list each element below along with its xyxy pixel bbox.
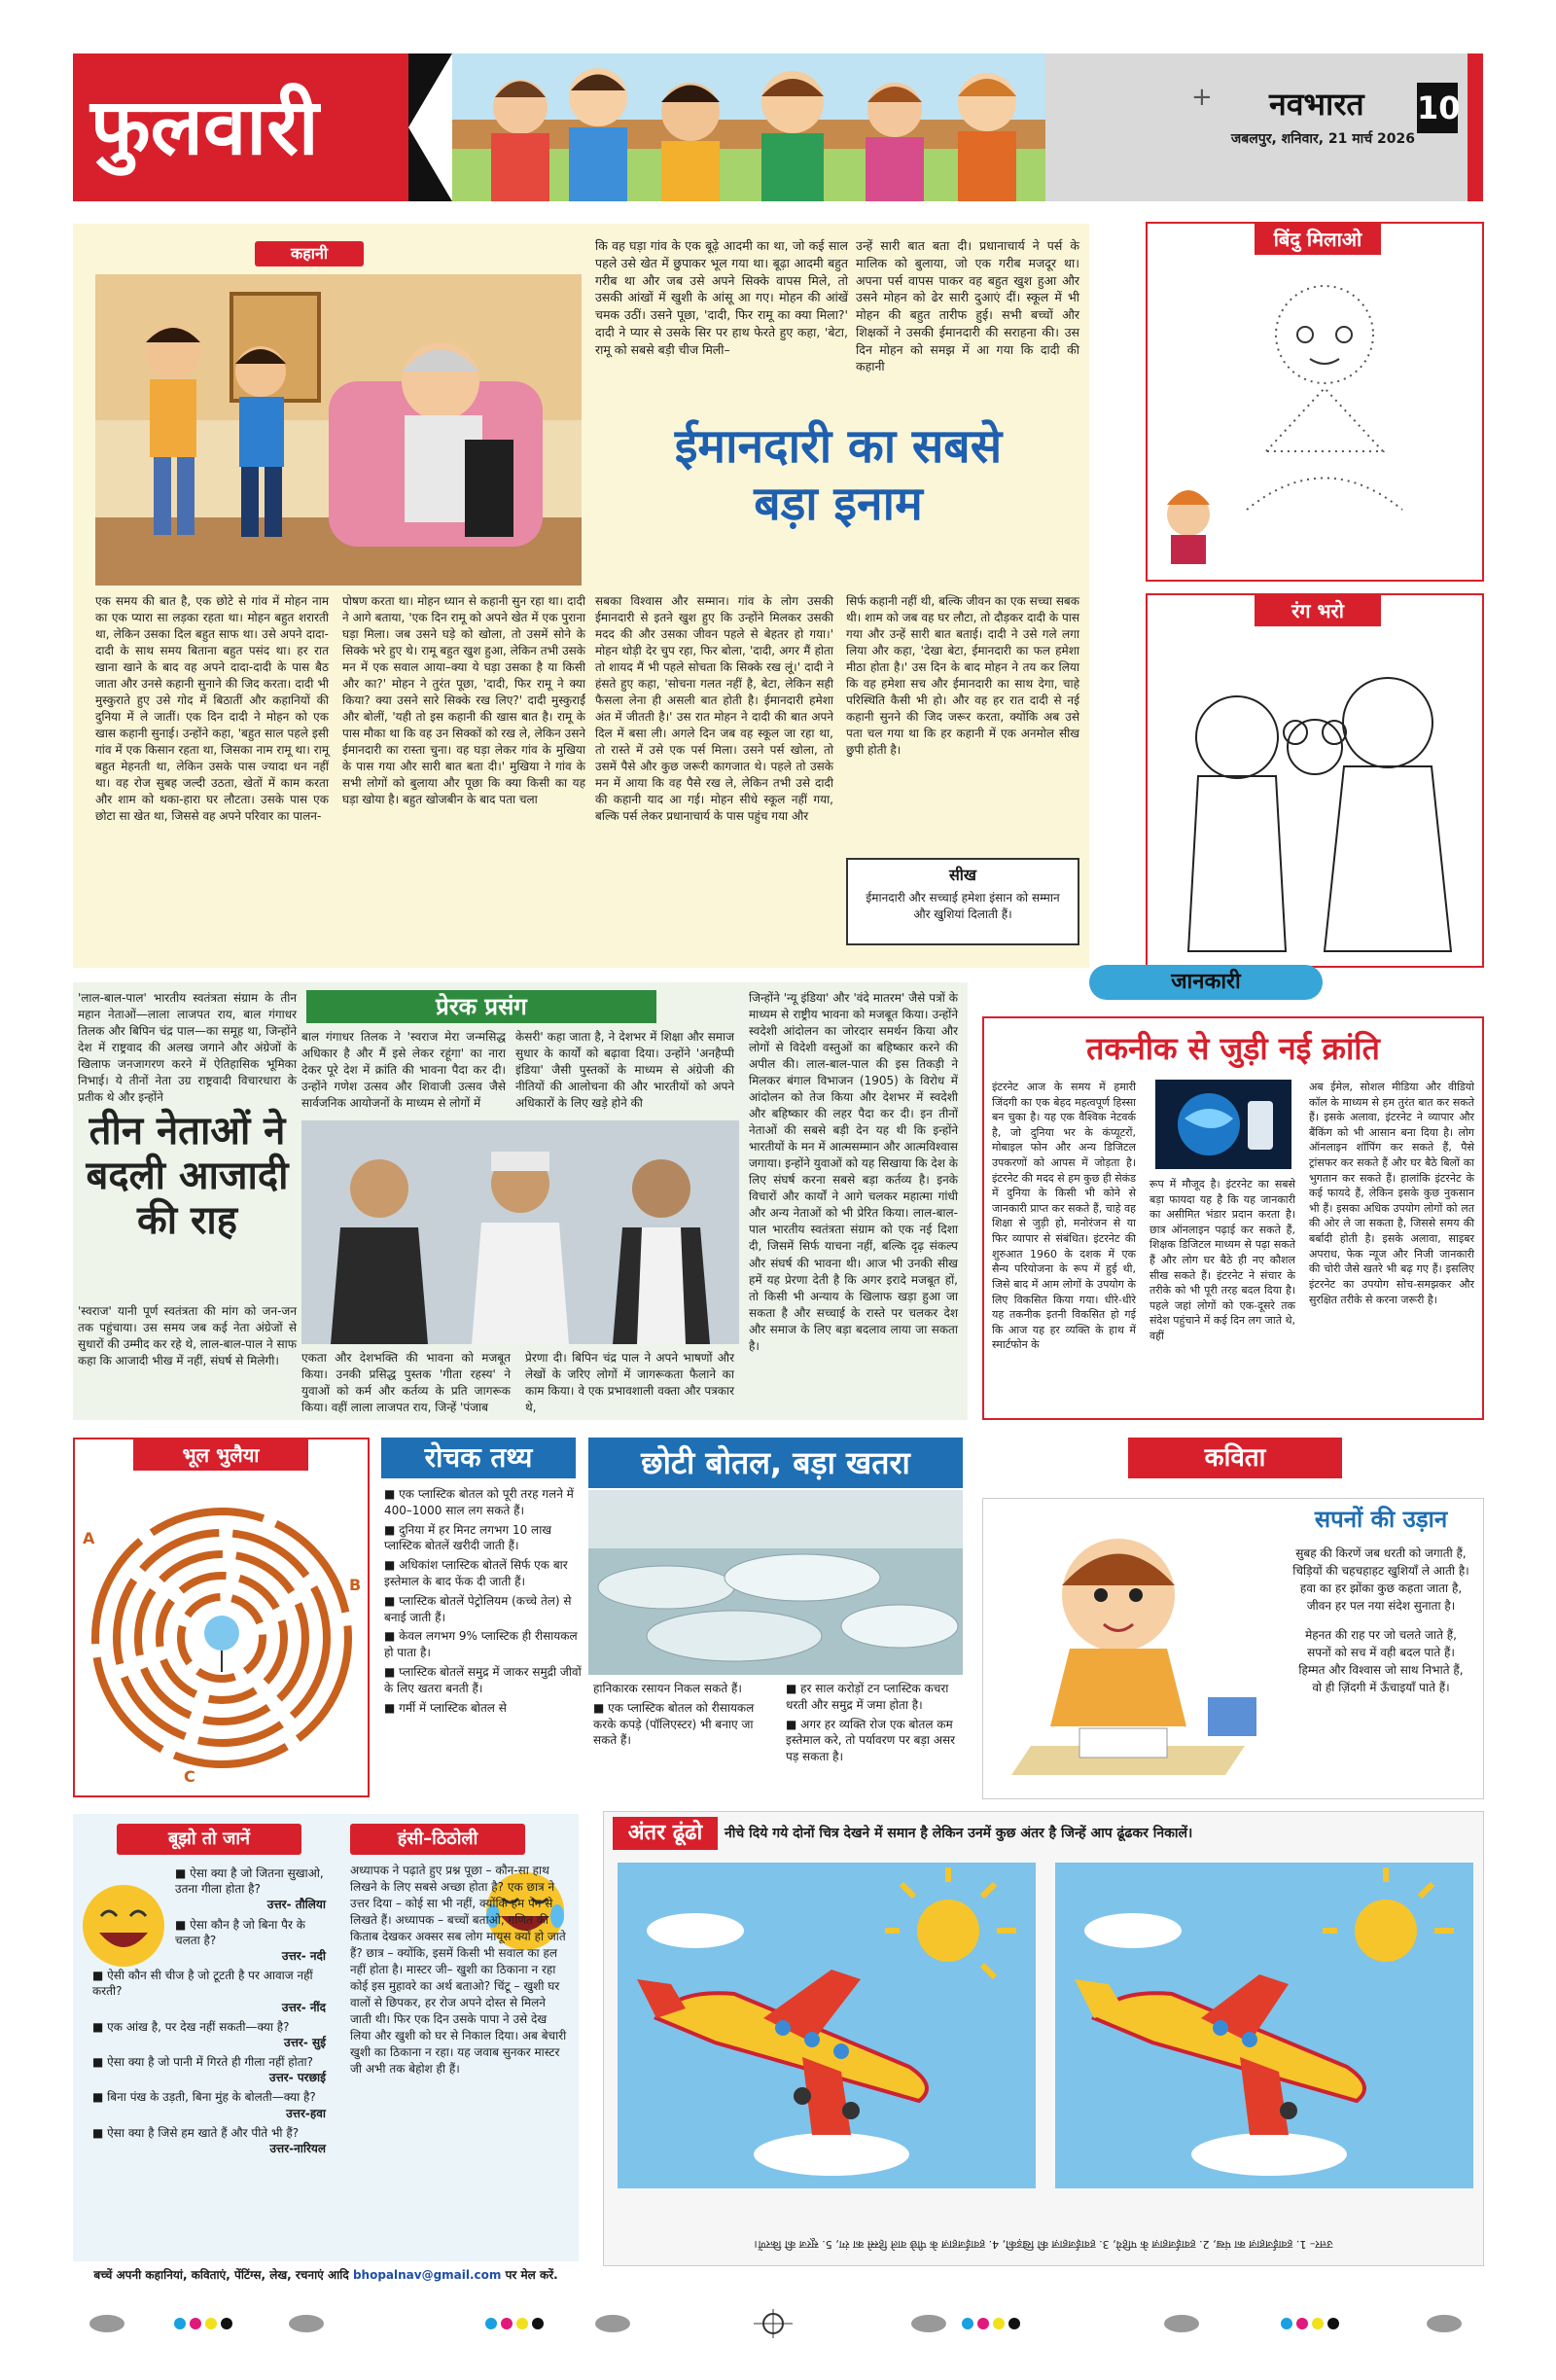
prerak-headline — [78, 1109, 297, 1243]
story-tag: कहानी — [255, 241, 364, 266]
coloring-title: रंग भरो — [1255, 595, 1381, 626]
section-title: फुलवारी — [90, 81, 319, 172]
maze-label-a: A — [83, 1529, 95, 1547]
tech-image — [1155, 1080, 1291, 1169]
story-headline-line-1: ईमानदारी का सबसे — [674, 419, 1003, 474]
boy-writing-illustration — [992, 1503, 1284, 1794]
prerak-bottom-a: एकता और देशभक्ति की भावना को मजबूत किया। उनकी प्रसिद्ध पुस्तक 'गीता रहस्य' ने युवाओं को कर्म और कर्तव्य के प्रति जागरूक किया। वहीं लाला लाजपत राय, जिन्हें 'पंजाब — [301, 1351, 511, 1415]
story-top-col-2: उन्हें सारी बात बता दी। प्रधानाचार्य ने पर्स के मालिक को बुलाया, जो एक गरीब मजदूर था। अपना पर्स वापस पाकर वह बहुत खुश हुआ और उसने मोहन को ढेर सारी दुआएं दीं। स्कूल में भी मोहन की बहुत तारीफ हुई। सभी बच्चों और शिक्षकों ने उसकी ईमानदारी की सराहना की। उस दिन मोहन को समझ में आ गया कि दादी की कहानी — [856, 238, 1079, 374]
facts-list — [384, 1486, 584, 1719]
bottle-headline: छोटी बोतल, बड़ा खतरा — [588, 1438, 963, 1488]
maze-box — [73, 1438, 370, 1797]
globe-phone-image — [1155, 1080, 1291, 1169]
bottle-item: ■ एक प्लास्टिक बोतल को रीसायकल करके कपड़े (पॉलिएस्टर) भी बनाए जा सकते हैं। — [593, 1700, 755, 1748]
masthead-red-strip — [1468, 53, 1483, 201]
riddle-item: ■ ऐसा कौन है जो बिना पैर के चलता है? उत्तर- नदी — [175, 1917, 326, 1963]
poem-line: जीवन हर पल नया संदेश सुनाता है। — [1306, 1599, 1456, 1613]
tech-headline: तकनीक से जुड़ी नई क्रांति — [1086, 1030, 1380, 1067]
diff-instruction: नीचे दिये गये दोनों चित्र देखने में समान है लेकिन उनमें कुछ अंतर है जिन्हें आप ढूंढकर निकालें। — [725, 1826, 1193, 1841]
tech-col-3: अब ईमेल, सोशल मीडिया और वीडियो कॉल के माध्यम से हम तुरंत बात कर सकते हैं। इसके अलावा, इंटरनेट ने व्यापार और बैंकिंग को भी आसान बना दिया है। लोग ऑनलाइन शॉपिंग कर सकते हैं, पैसे ट्रांसफर कर सकते हैं और घर बैठे बिलों का भुगतान कर सकते हैं। हालांकि इंटरनेट के कई फायदे हैं, लेकिन इसके कुछ नुकसान भी हैं। इसका अधिक उपयोग लोगों को लत की ओर ले जा सकता है, जिससे समय की बर्बादी होती है। इसके अलावा, साइबर अपराध, फेक न्यूज और निजी जानकारी की चोरी जैसे खतरे भी बढ़ गए हैं। इसलिए इंटरनेट का उपयोग सोच-समझकर और सुरक्षित तरीके से करना जरूरी है। — [1309, 1081, 1474, 1306]
jokes-tag: हंसी–ठिठोली — [350, 1824, 525, 1855]
story-illustration — [95, 274, 582, 586]
masthead-kids-illustration — [452, 53, 1045, 201]
fact-item: ■ अधिकांश प्लास्टिक बोतलें सिर्फ एक बार इस्तेमाल के बाद फेंक दी जाती हैं। — [384, 1558, 568, 1588]
bottle-list-1 — [593, 1681, 773, 1749]
story-col-3: सबका विश्वास और सम्मान। गांव के लोग उसकी ईमानदारी से इतने खुश हुए कि उन्होंने मिलकर उसकी मदद की और उसका जीवन पहले से बेहतर हो गया।' मोहन थोड़ी देर चुप रहा, फिर बोला, 'दादी, अगर मैं होता तो शायद मैं भी पहले सोचता कि सिक्के रख लूं।' दादी ने हंसते हुए कहा, 'सोचना गलत नहीं है, बेटा, लेकिन सही फैसला लेना ही असली बात होती है। ईमानदारी हमेशा अंत में जीतती है।' उस रात मोहन ने दादी की बात अपने दिल में बसा ली। अगले दिन जब वह स्कूल जा रहा था, तो रास्ते में उसे एक पर्स मिला। उसने पर्स खोला, तो उसमें पैसे और कुछ जरूरी कागजात थे। पहले तो उसके मन में आया कि वह पैसे रख ले, लेकिन तभी उसे दादी की कहानी याद आ गई। मोहन सीधे स्कूल नहीं गया, बल्कि पर्स लेकर प्रधानाचार्य के पास पहुंच गया और — [595, 594, 833, 824]
diff-answers: उत्तर– 1. हवाईजहाज़ का पंख, 2. हवाईजहाज़ के पहिये, 3. हवाईजहाज़ की खिड़की, 4. हवाईजहाज़ के पीछे वाले हिस्से का रंग, 5. सूरज की किरणें। — [754, 2238, 1333, 2251]
diff-tag: अंतर ढूंढो — [613, 1817, 718, 1850]
riddles-tag: बूझो तो जानें — [117, 1824, 301, 1855]
fact-item: ■ दुनिया में हर मिनट लगभग 10 लाख प्लास्टिक बोतलें खरीदी जाती हैं। — [384, 1522, 552, 1553]
bottle-item: ■ अगर हर व्यक्ति रोज एक बोतल कम इस्तेमाल करे, तो पर्यावरण पर बड़ा असर पड़ सकता है। — [786, 1717, 956, 1764]
bottle-item: हानिकारक रसायन निकल सकते हैं। — [593, 1682, 742, 1695]
page-number: 10 — [1417, 83, 1458, 133]
prerak-col-a: बाल गंगाधर तिलक ने 'स्वराज मेरा जन्मसिद्ध अधिकार है और मैं इसे लेकर रहूंगा' का नारा देकर पूरे देश में क्रांति की भावना पैदा कर दी। उन्होंने गणेश उत्सव और शिवाजी उत्सव जैसे सार्वजनिक आयोजनों के माध्यम से लोगों में — [301, 1030, 506, 1111]
poem-illustration — [992, 1503, 1284, 1794]
maze-label-c: C — [184, 1767, 195, 1786]
fact-item: ■ गर्मी में प्लास्टिक बोतल से — [384, 1700, 507, 1715]
riddles-list — [92, 1865, 326, 2160]
masthead — [73, 53, 1483, 201]
story-col-2: पोषण करता था। मोहन ध्यान से कहानी सुन रहा था। दादी ने आगे बताया, 'एक दिन रामू को अपने खेत में एक पुराना घड़ा मिला। जब उसने घड़े को खोला, तो उसमें सोने के सिक्के भरे हुए थे। रामू बहुत खुश हुआ, लेकिन तभी उसके मन में एक सवाल आया–क्या ये घड़ा उसका है या किसी और का?' मोहन ने तुरंत पूछा, 'दादी, फिर रामू ने क्या किया? क्या उसने सारे सिक्के रख लिए?' दादी मुस्कुराईं और बोलीं, 'यही तो इस कहानी की खास बात है। रामू के पास मौका था कि वह उन सिक्कों को रख ले, लेकिन उसने ईमानदारी का रास्ता चुना। वह घड़ा लेकर गांव के मुखिया के पास गया और सारी बात बता दी।' मुखिया ने गांव के सभी लोगों को बुलाया और पूछा कि क्या किसी का यह घड़ा खोया है। बहुत खोजबीन के बाद पता चला — [342, 594, 585, 807]
prerak-col-c: जिन्होंने 'न्यू इंडिया' और 'वंदे मातरम' जैसे पत्रों के माध्यम से राष्ट्रीय भावना को मजबूत किया। उन्होंने स्वदेशी आंदोलन का जोरदार समर्थन किया और लोगों से विदेशी वस्तुओं का बहिष्कार करने की अपील की। लाल-बाल-पाल की इस तिकड़ी ने मिलकर बंगाल विभाजन (1905) के विरोध में आंदोलन को तेज किया और देशभर में स्वदेशी और बहिष्कार की लहर पैदा कर दी। इन तीनों नेताओं की सबसे बड़ी देन यह थी कि इन्होंने भारतीयों के मन में आत्मसम्मान और आत्मविश्वास जगाया। इन्होंने युवाओं को यह सिखाया कि देश के लिए संघर्ष करना सबसे बड़ा कर्तव्य है। इनके विचारों और कार्यों ने आगे चलकर महात्मा गांधी और अन्य नेताओं को भी प्रेरित किया। लाल-बाल-पाल भारतीय स्वतंत्रता संग्राम को एक नई दिशा दी, जिसमें सिर्फ याचना नहीं, बल्कि दृढ़ संकल्प और संघर्ष की भावना थी। आज भी उनकी सीख हमें यह प्रेरणा देती है कि अगर इरादे मजबूत हों, तो किसी भी अन्याय के खिलाफ खड़ा हुआ जा सकता है और सच्चाई के रास्ते पर चलकर देश और समाज के लिए बड़ा बदलाव लाया जा सकता है। — [749, 991, 958, 1353]
tech-col-1: इंटरनेट आज के समय में हमारी जिंदगी का एक बेहद महत्वपूर्ण हिस्सा बन चुका है। यह एक वैश्विक नेटवर्क है, जो दुनिया भर के कंप्यूटरों, मोबाइल फोन और अन्य डिजिटल उपकरणों को आपस में जोड़ता है। इंटरनेट की मदद से हम कुछ ही सेकंड में दुनिया के किसी भी कोने से जानकारी प्राप्त कर सकते हैं, चाहे वह शिक्षा से जुड़ी हो, मनोरंजन से या फिर व्यापार से संबंधित। इंटरनेट की शुरुआत 1960 के दशक में एक सैन्य परियोजना के रूप में हुई थी, जिसे बाद में आम लोगों के उपयोग के लिए विकसित किया गया। धीरे-धीरे यह तकनीक इतनी विकसित हो गई कि आज यह हर व्यक्ति के हाथ में स्मार्टफोन के — [992, 1081, 1136, 1352]
submission-email[interactable]: bhopalnav@gmail.com — [352, 2268, 502, 2282]
diff-picture-left — [618, 1863, 1036, 2188]
story-headline — [595, 418, 1081, 532]
print-color-bar — [73, 2309, 1483, 2338]
plastic-bottles-image — [588, 1490, 963, 1675]
maze-label-b: B — [349, 1576, 362, 1594]
poem-line: चिड़ियों की चहचहाहट खुशियाँ ले आती है। — [1292, 1564, 1469, 1578]
story-headline-line-2: बड़ा इनाम — [754, 476, 923, 531]
riddle-item: ■ बिना पंख के उड़ती, बिना मुंह के बोलती—क्या है? उत्तर-हवा — [92, 2090, 326, 2120]
dot-to-dot-box — [1146, 222, 1484, 582]
riddle-item: ■ ऐसा क्या है जो पानी में गिरते ही गीला नहीं होता? उत्तर- परछाई — [92, 2055, 326, 2085]
riddle-item: ■ ऐसा क्या है जिसे हम खाते हैं और पीते भी हैं? उत्तर-नारियल — [92, 2125, 326, 2155]
fact-item: ■ प्लास्टिक बोतलें समुद्र में जाकर समुद्री जीवों के लिए खतरा बनती हैं। — [384, 1664, 582, 1695]
story-col-4: सिर्फ कहानी नहीं थी, बल्कि जीवन का एक सच्चा सबक थी। शाम को जब वह घर लौटा, तो दौड़कर दादी के पास गया और उन्हें सारी बात बताई। दादी ने उसे गले लगा लिया और कहा, 'देखा बेटा, ईमानदारी का फल हमेशा मीठा होता है।' उस दिन के बाद मोहन ने तय कर लिया कि वह हमेशा सच और ईमानदारी का साथ देगा, चाहे परिस्थिति कैसी भी हो। और वह हर रात दादी से नई कहानी सुनने की जिद जरूर करता, क्योंकि अब उसे पता चल गया था कि हर कहानी में एक अनमोल सीख छुपी होती है। — [846, 594, 1079, 758]
poem-line: वो ही ज़िंदगी में ऊँचाइयाँ पाते हैं। — [1312, 1681, 1450, 1694]
fact-item: ■ एक प्लास्टिक बोतल को पूरी तरह गलने में 400–1000 साल लग सकते हैं। — [384, 1487, 574, 1517]
leaders-photo — [301, 1120, 739, 1344]
dot-to-dot-drawing — [1149, 257, 1480, 578]
lesson-box — [846, 858, 1079, 945]
dot-to-dot-title: बिंदु मिलाओ — [1255, 224, 1381, 255]
fact-item: ■ प्लास्टिक बोतलें पेट्रोलियम (कच्चे तेल) से बनाई जाती हैं। — [384, 1593, 572, 1624]
airplane-left — [618, 1863, 1036, 2188]
coloring-drawing — [1149, 630, 1480, 966]
bottle-image — [588, 1490, 963, 1675]
diff-picture-right — [1055, 1863, 1473, 2188]
prerak-col-b: केसरी' कहा जाता है, ने देशभर में शिक्षा और समाज सुधार के कार्यों को बढ़ावा दिया। उन्होंने 'अनहैप्पी इंडिया' जैसी पुस्तकों के माध्यम से अंग्रेजी की नीतियों की आलोचना की और भारतीयों को अपने अधिकारों के लिए खड़े होने की — [515, 1030, 734, 1111]
poem-line: सुबह की किरणें जब धरती को जगाती हैं, — [1295, 1546, 1467, 1560]
paper-name: नवभारत — [1269, 86, 1364, 123]
tech-tag: जानकारी — [1089, 965, 1323, 1000]
registration-color-bar — [73, 2309, 1483, 2338]
facts-tag: रोचक तथ्य — [381, 1438, 576, 1478]
prerak-headline-3: की राह — [137, 1198, 237, 1243]
maze-drawing — [76, 1473, 368, 1794]
tech-col-2: रूप में मौजूद है। इंटरनेट का सबसे बड़ा फायदा यह है कि यह जानकारी का असीमित भंडार प्रदान करता है। छात्र ऑनलाइन पढ़ाई कर सकते हैं, शिक्षक डिजिटल माध्यम से पढ़ा सकते हैं और लोग घर बैठे ही नए कौशल सीख सकते हैं। इंटरनेट ने संचार के तरीके को भी पूरी तरह बदल दिया है। पहले जहां लोगों को एक-दूसरे तक संदेश पहुंचाने में कई दिन लग जाते थे, वहीं — [1149, 1178, 1295, 1343]
bottle-list-2 — [786, 1681, 961, 1765]
airplane-right — [1055, 1863, 1473, 2188]
submission-note: बच्चें अपनी कहानियां, कविताएं, पेंटिंग्स, लेख, रचनाएं आदि — [93, 2268, 349, 2282]
registration-mark: + — [1191, 83, 1213, 112]
submission-footer — [73, 2266, 579, 2283]
kids-illustration — [452, 53, 1045, 201]
jokes-text: अध्यापक ने पढ़ाते हुए प्रश्न पूछा – कौन-सा हाथ लिखने के लिए सबसे अच्छा होता है? एक छात्र ने उत्तर दिया – कोई सा भी नहीं, क्योंकि हम पेन से लिखते हैं। अध्यापक – बच्चों बताओ, गणित की किताब देखकर अक्सर सब लोग मायूस क्यों हो जाते हैं? छात्र – क्योंकि, इसमें किसी भी सवाल का हल नहीं होता है। मास्टर जी– खुशी का ठिकाना न रहा कोई इस मुहावरे का अर्थ बताओ? चिंटू – खुशी घर वालों से छिपकर, हर रोज अपने दोस्त से मिलने जाती थी। फिर एक दिन उसके पापा ने उसे देख लिया और खुशी को घर से निकाल दिया। अब बेचारी खुशी का ठिकाना न रहा। यह जवाब सुनकर मास्टर जी अभी तक बेहोश ही हैं। — [350, 1864, 567, 2077]
fact-item: ■ केवल लगभग 9% प्लास्टिक ही रीसायकल हो पाता है। — [384, 1629, 578, 1660]
poem-title: सपनों की उड़ान — [1314, 1506, 1448, 1533]
prerak-headline-2: बदली आजादी — [86, 1154, 289, 1198]
story-col-1: एक समय की बात है, एक छोटे से गांव में मोहन नाम का एक प्यारा सा लड़का रहता था। मोहन बहुत शरारती था, लेकिन उसका दिल बहुत साफ था। उसे अपने दादा-दादी के साथ समय बिताना बहुत पसंद था। हर रात खाना खाने के बाद वह अपने दादा-दादी के पास बैठ जाता और उनसे कहानी सुनाने की जिद करता। दादी भी मुस्कुराते हुए उसे गोद में बिठातीं और कहानियों की दुनिया में ले जातीं। एक दिन दादी ने मोहन को एक खास कहानी सुनाई। उन्होंने कहा, 'बहुत साल पहले इसी गांव में एक किसान रहता था, जिसका नाम रामू था। रामू बहुत मेहनती था, लेकिन उसके पास ज्यादा धन नहीं था। वह रोज सुबह जल्दी उठता, खेतों में काम करता और शाम को थका-हारा घर लौटता। उसके पास एक छोटा सा खेत था, जिससे वह अपने परिवार का पालन- — [95, 594, 329, 824]
lesson-title: सीख — [948, 866, 977, 884]
masthead-black-chevron — [408, 53, 452, 201]
poem-line: हिम्मत और विश्वास जो साथ निभाते हैं, — [1298, 1663, 1464, 1677]
grandma-kids-illustration — [95, 274, 582, 586]
coloring-box — [1146, 593, 1484, 968]
poem-tag: कविता — [1128, 1438, 1342, 1478]
maze-title: भूल भुलैया — [133, 1439, 308, 1471]
dateline: जबलपुर, शनिवार, 21 मार्च 2026 — [1230, 131, 1415, 147]
three-leaders-image — [301, 1120, 739, 1344]
poem-line: सपनों को सच में वही बदल पाते हैं। — [1307, 1646, 1455, 1659]
poem-line: मेहनत की राह पर जो चलते जाते हैं, — [1305, 1628, 1457, 1642]
riddle-item: ■ ऐसी कौन सी चीज है जो टूटती है पर आवाज नहीं करती? उत्तर- नींद — [92, 1969, 326, 2014]
prerak-intro: 'लाल-बाल-पाल' भारतीय स्वतंत्रता संग्राम के तीन महान नेताओं—लाला लाजपत राय, बाल गंगाधर तिलक और बिपिन चंद्र पाल—का समूह था, जिन्होंने देश में राष्ट्रवाद की अलख जगाने और अंग्रेजों के खिलाफ जनजागरण करने में ऐतिहासिक भूमिका निभाई। ये तीनों नेता उग्र राष्ट्रवादी विचारधारा के प्रतीक थे और इन्होंने — [78, 991, 297, 1105]
story-top-col-1: कि वह घड़ा गांव के एक बूढ़े आदमी का था, जो कई साल पहले उसे खेत में छुपाकर भूल गया था। बूढ़ा आदमी बहुत गरीब था और जब उसे अपने सिक्के वापस मिले, तो उसकी आंखों में खुशी के आंसू आ गए। मोहन की आंखें चमक उठीं। उसने पूछा, 'दादी, फिर रामू का क्या मिला?' दादी ने प्यार से उसके सिर पर हाथ फेरते हुए कहा, 'बेटा, रामू को सबसे बड़ी चीज मिली– — [595, 238, 848, 357]
prerak-bottom-b: प्रेरणा दी। बिपिन चंद्र पाल ने अपने भाषणों और लेखों के जरिए लोगों में जागरूकता फैलाने का काम किया। वे एक प्रभावशाली वक्ता और पत्रकार थे, — [525, 1351, 734, 1415]
bottle-item: ■ हर साल करोड़ों टन प्लास्टिक कचरा धरती और समुद्र में जमा होता है। — [786, 1682, 949, 1712]
poem-text — [1286, 1545, 1476, 1696]
prerak-tag: प्रेरक प्रसंग — [306, 990, 656, 1023]
poem-line: हवा का हर झोंका कुछ कहता जाता है, — [1299, 1581, 1463, 1595]
lesson-text: ईमानदारी और सच्चाई हमेशा इंसान को सम्मान और खुशियां दिलाती हैं। — [866, 891, 1060, 921]
prerak-intro-2: 'स्वराज' यानी पूर्ण स्वतंत्रता की मांग को जन-जन तक पहुंचाया। उस समय जब कई नेता अंग्रेजों से सुधारों की उम्मीद कर रहे थे, लाल-बाल-पाल ने साफ कहा कि आजादी भीख में नहीं, संघर्ष से मिलेगी। — [78, 1304, 297, 1368]
riddle-item: ■ एक आंख है, पर देख नहीं सकती—क्या है? उत्तर- सुई — [92, 2019, 326, 2049]
riddle-item: ■ ऐसा क्या है जो जितना सुखाओ, उतना गीला होता है? उत्तर- तौलिया — [175, 1866, 326, 1912]
submission-note-2: पर मेल करें. — [505, 2268, 558, 2282]
prerak-headline-1: तीन नेताओं ने — [88, 1109, 286, 1154]
